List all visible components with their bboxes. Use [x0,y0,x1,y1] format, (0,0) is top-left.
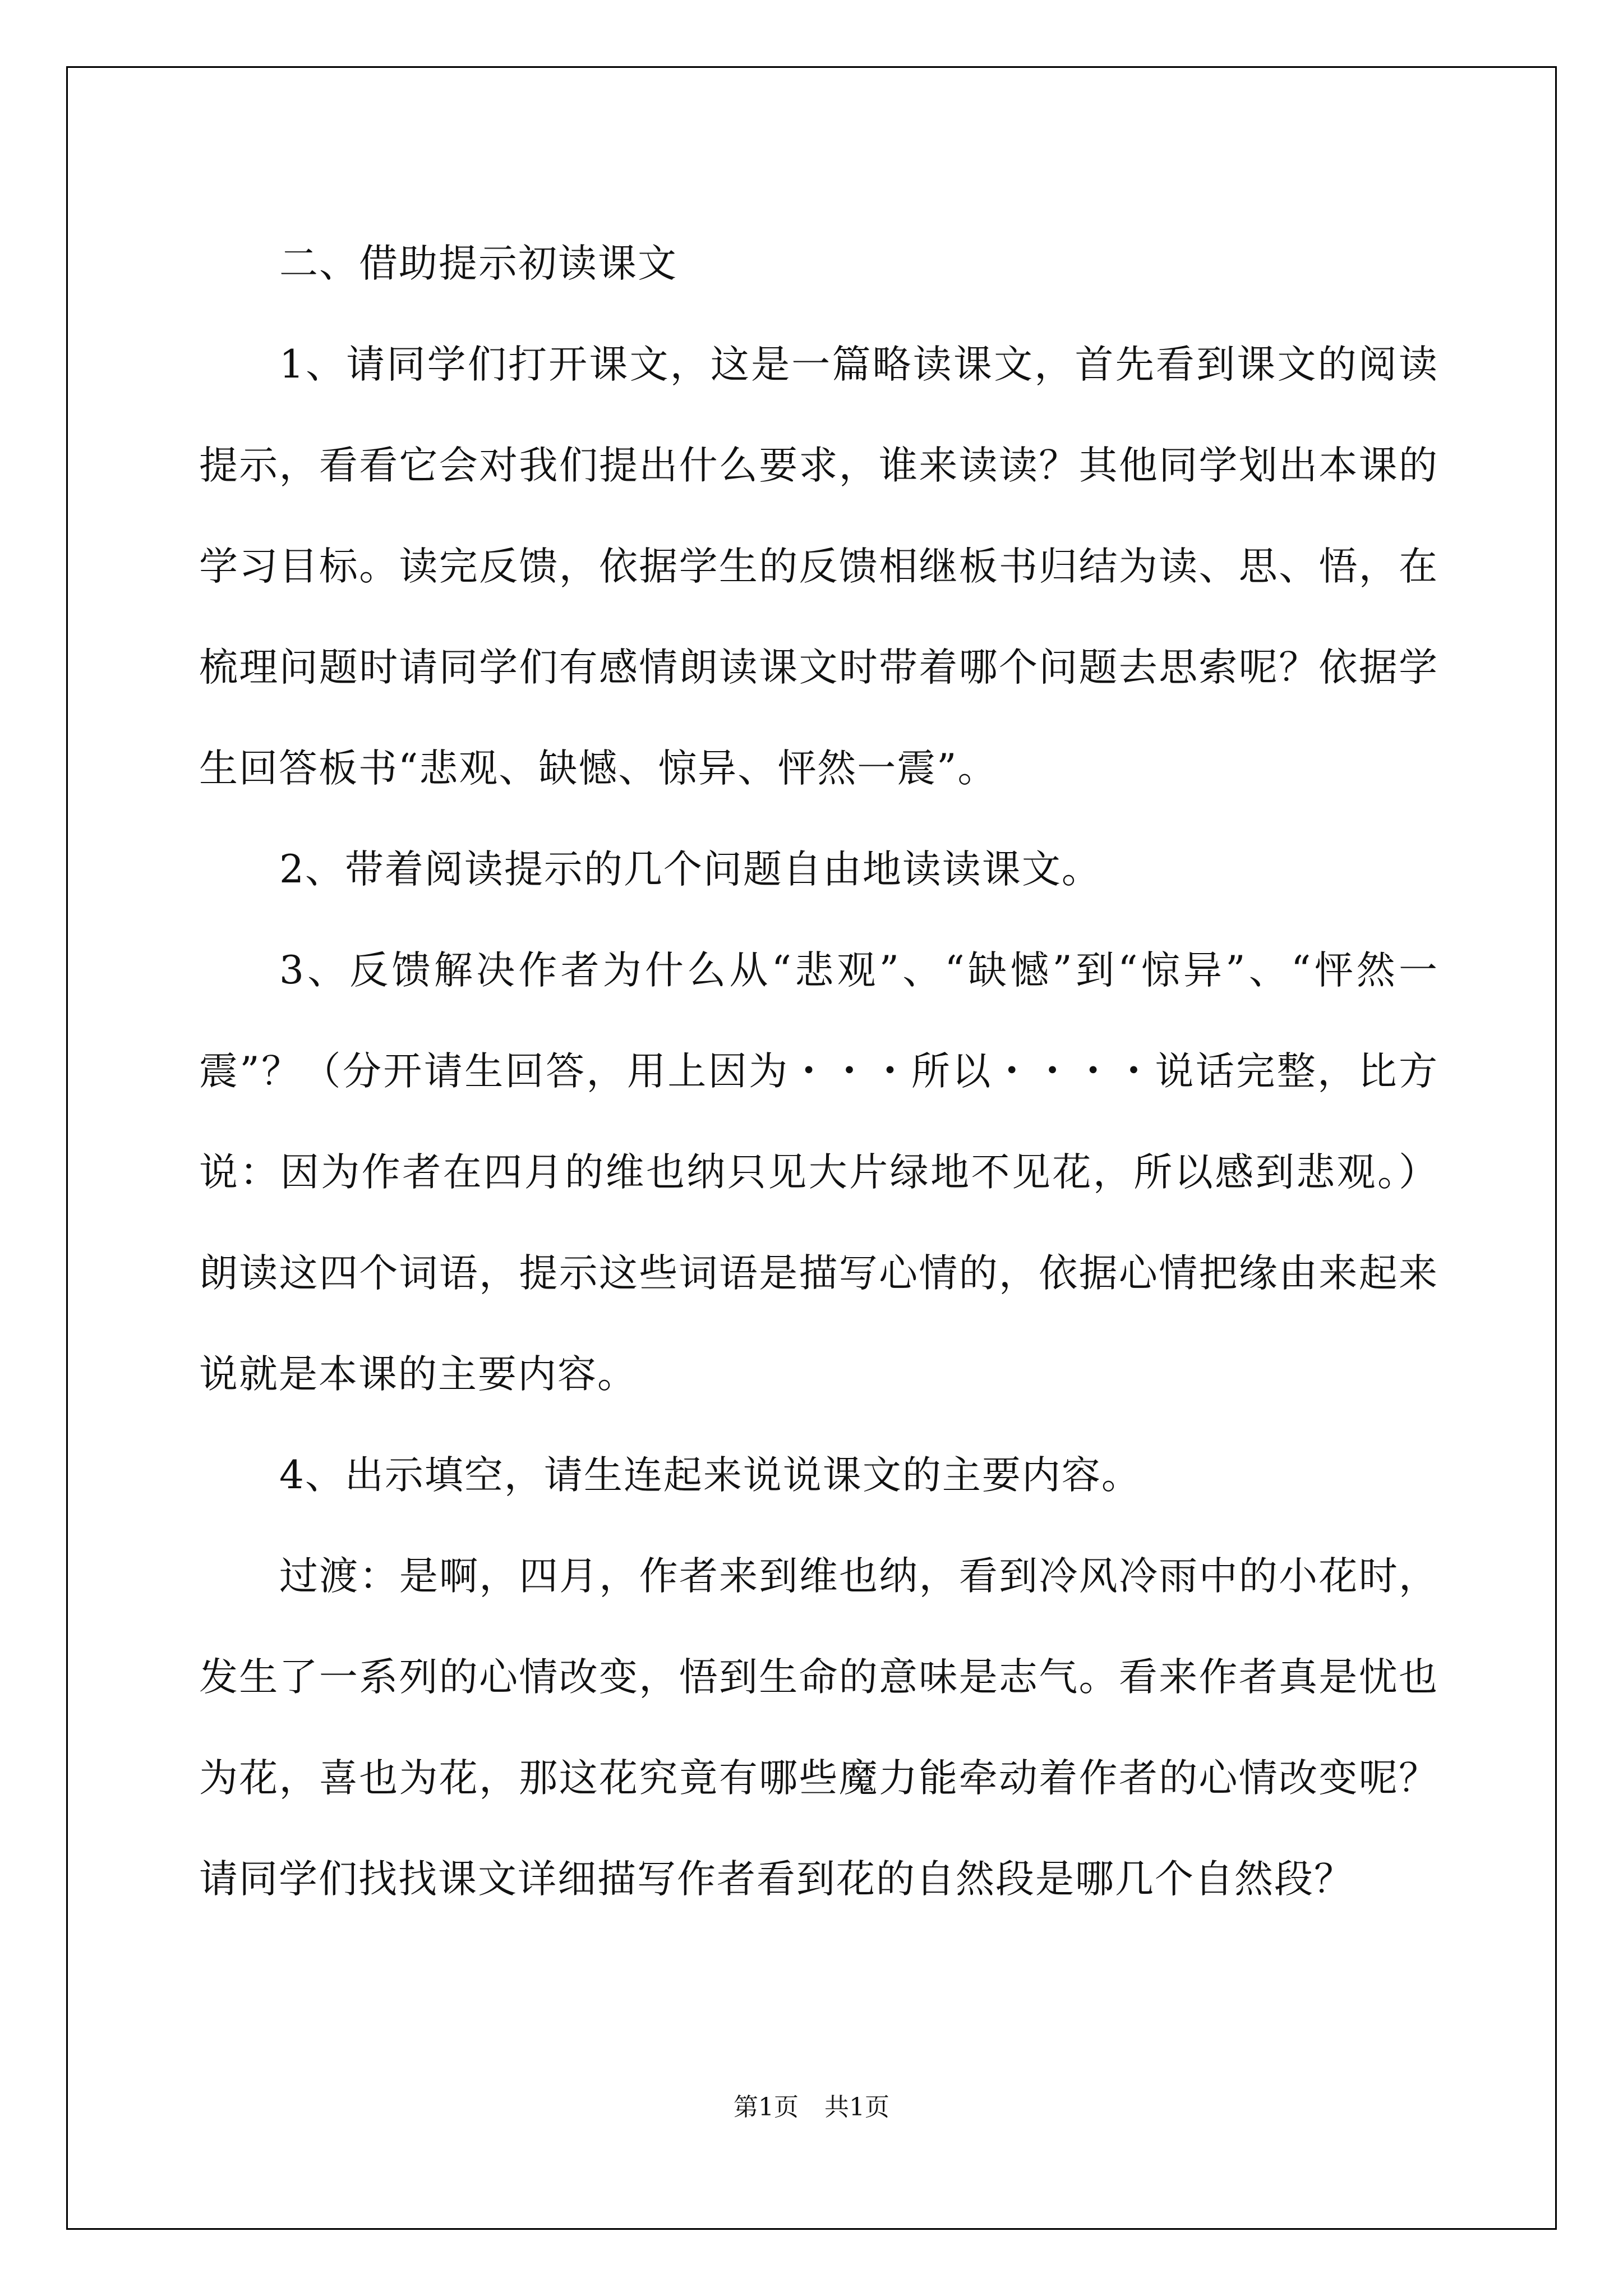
paragraph-2: 2、带着阅读提示的几个问题自由地读读课文。 [279,847,1101,892]
paragraph-3: 3、反馈解决作者为什么从“悲观”、“缺憾”到“惊异”、“怦然一震”？（分开请生回答，用上因为・・・所以・・・・说话完整，比方说：因为作者在四月的维也纳只见大片绿地不见花，所以感到悲观。）朗读这四个词语，提示这些词语是描写心情的，依据心情把缘由来起来说就是本课的主要内容。 [199,948,1438,1397]
page-number: 第1页 [734,2093,799,2122]
section-heading: 二、借助提示初读课文 [279,241,677,286]
paragraph-transition: 过渡：是啊，四月，作者来到维也纳，看到冷风冷雨中的小花时，发生了一系列的心情改变，悟到生命的意味是志气。看来作者真是忧也为花，喜也为花，那这花究竟有哪些魔力能牵动着作者的心情改变呢？请同学们找找课文详细描写作者看到花的自然段是哪几个自然段？ [199,1554,1438,1902]
page-footer [0,2087,1623,2123]
paragraph-1: 1、请同学们打开课文，这是一篇略读课文，首先看到课文的阅读提示，看看它会对我们提出什么要求，谁来读读？其他同学划出本课的学习目标。读完反馈，依据学生的反馈相继板书归结为读、思、悟，在梳理问题时请同学们有感情朗读课文时带着哪个问题去思索呢？依据学生回答板书“悲观、缺憾、惊异、怦然一震”。 [199,342,1438,791]
document-body [199,213,1438,1930]
page-total: 共1页 [824,2093,889,2122]
paragraph-4: 4、出示填空，请生连起来说说课文的主要内容。 [279,1453,1141,1498]
